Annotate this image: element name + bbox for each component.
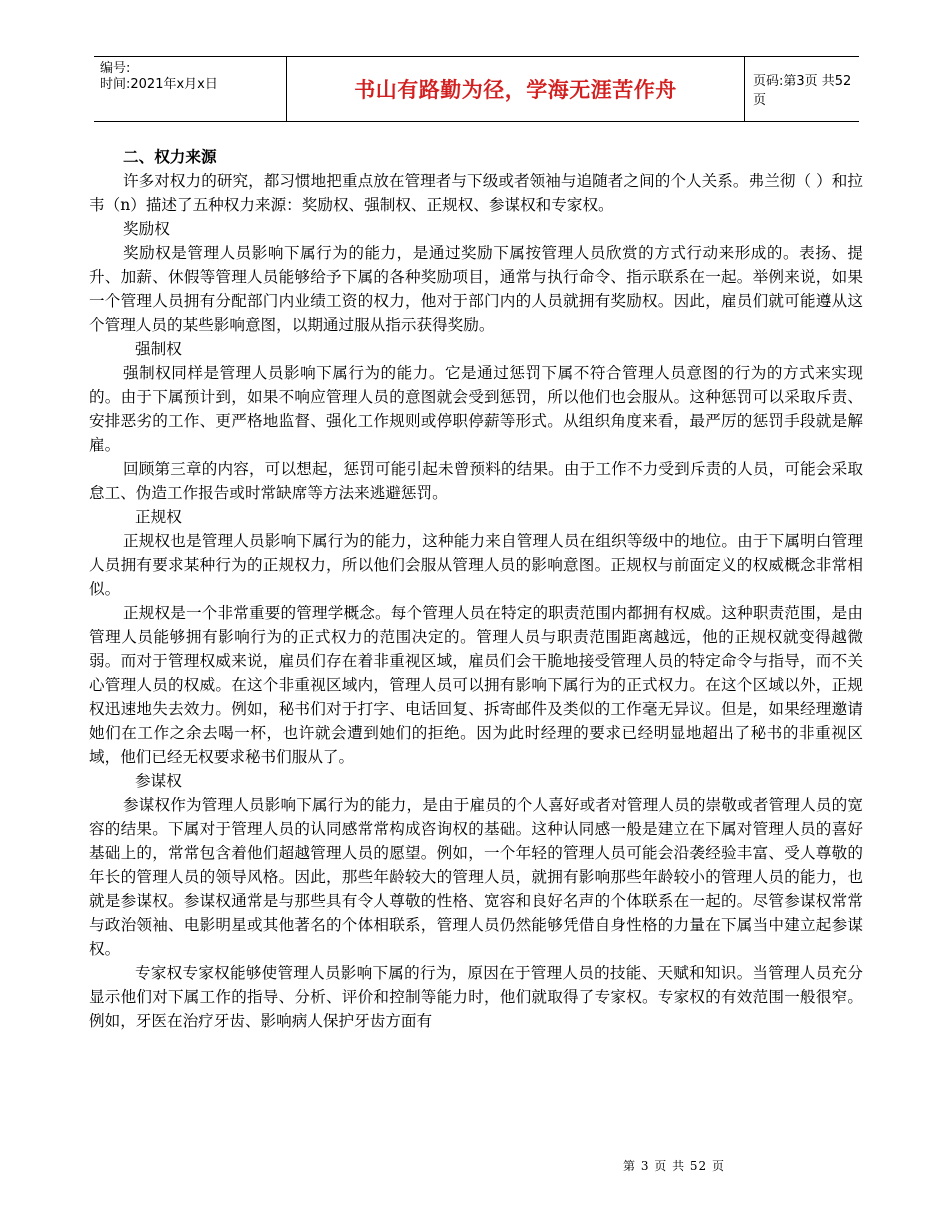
page-header: [94, 56, 859, 122]
legitimate-power-paragraph: 正规权也是管理人员影响下属行为的能力，这种能力来自管理人员在组织等级中的地位。由于下属明白管理人员拥有要求某种行为的正规权力，所以他们会服从管理人员的影响意图。正规权与前面定义的权威概念非常相似。: [89, 532, 863, 598]
document-body: [89, 145, 863, 1033]
coercive-power-paragraph: 强制权同样是管理人员影响下属行为的能力。它是通过惩罚下属不符合管理人员意图的行为的方式来实现的。由于下属预计到，如果不响应管理人员的意图就会受到惩罚，所以他们也会服从。这种惩罚可以采取斥责、安排恶劣的工作、更严格地监督、强化工作规则或停职停薪等形式。从组织角度来看，最严厉的惩罚手段就是解雇。: [89, 364, 863, 454]
expert-power-paragraph: 专家权专家权能够使管理人员影响下属的行为，原因在于管理人员的技能、天赋和知识。当管理人员充分显示他们对下属工作的指导、分析、评价和控制等能力时，他们就取得了专家权。专家权的有效范围一般很窄。例如，牙医在治疗牙齿、影响病人保护牙齿方面有: [89, 964, 863, 1030]
referent-power-paragraph: 参谋权作为管理人员影响下属行为的能力，是由于雇员的个人喜好或者对管理人员的崇敬或者管理人员的宽容的结果。下属对于管理人员的认同感常常构成咨询权的基础。这种认同感一般是建立在下属对管理人员的喜好基础上的，常常包含着他们超越管理人员的愿望。例如，一个年轻的管理人员可能会沿袭经验丰富、受人尊敬的年长的管理人员的领导风格。因此，那些年龄较大的管理人员，就拥有影响那些年龄较小的管理人员的能力，也就是参谋权。参谋权通常是与那些具有令人尊敬的性格、宽容和良好名声的个体联系在一起的。尽管参谋权常常与政治领袖、电影明星或其他著名的个体相联系，管理人员仍然能够凭借自身性格的力量在下属当中建立起参谋权。: [89, 796, 863, 958]
page-number-label: 页码:第3页 共52页: [753, 74, 852, 108]
section-title: 二、权力来源: [123, 147, 217, 166]
page-footer: 第 3 页 共 52 页: [623, 1159, 725, 1173]
header-motto-cell: [286, 57, 745, 121]
header-page-info: [743, 57, 859, 121]
coercive-power-heading: 强制权: [135, 340, 182, 358]
document-date: 时间:2021年x月x日: [100, 77, 218, 92]
referent-power-heading: 参谋权: [135, 772, 182, 790]
coercive-power-paragraph-2: 回顾第三章的内容，可以想起，惩罚可能引起未曾预料的结果。由于工作不力受到斥责的人员，可能会采取怠工、伪造工作报告或时常缺席等方法来逃避惩罚。: [89, 460, 863, 502]
legitimate-power-heading: 正规权: [135, 508, 182, 526]
header-meta: [94, 57, 286, 121]
intro-paragraph: 许多对权力的研究，都习惯地把重点放在管理者与下级或者领袖与追随者之间的个人关系。弗兰彻（ ）和拉韦（n）描述了五种权力来源：奖励权、强制权、正规权、参谋权和专家权。: [89, 172, 863, 214]
legitimate-power-paragraph-2: 正规权是一个非常重要的管理学概念。每个管理人员在特定的职责范围内都拥有权威。这种职责范围，是由管理人员能够拥有影响行为的正式权力的范围决定的。管理人员与职责范围距离越远，他的正规权就变得越微弱。而对于管理权威来说，雇员们存在着非重视区域，雇员们会干脆地接受管理人员的特定命令与指导，而不关心管理人员的权威。在这个非重视区域内，管理人员可以拥有影响下属行为的正式权力。在这个区域以外，正规权迅速地失去效力。例如，秘书们对于打字、电话回复、拆寄邮件及类似的工作毫无异议。但是，如果经理邀请她们在工作之余去喝一杯，也许就会遭到她们的拒绝。因为此时经理的要求已经明显地超出了秘书的非重视区域，他们已经无权要求秘书们服从了。: [89, 604, 863, 766]
reward-power-heading: 奖励权: [123, 220, 170, 238]
header-motto: 书山有路勤为径，学海无涯苦作舟: [354, 78, 677, 102]
reward-power-paragraph: 奖励权是管理人员影响下属行为的能力，是通过奖励下属按管理人员欣赏的方式行动来形成的。表扬、提升、加薪、休假等管理人员能够给予下属的各种奖励项目，通常与执行命令、指示联系在一起。举例来说，如果一个管理人员拥有分配部门内业绩工资的权力，他对于部门内的人员就拥有奖励权。因此，雇员们就可能遵从这个管理人员的某些影响意图，以期通过服从指示获得奖励。: [89, 244, 863, 334]
document-number-label: 编号:: [100, 61, 131, 76]
